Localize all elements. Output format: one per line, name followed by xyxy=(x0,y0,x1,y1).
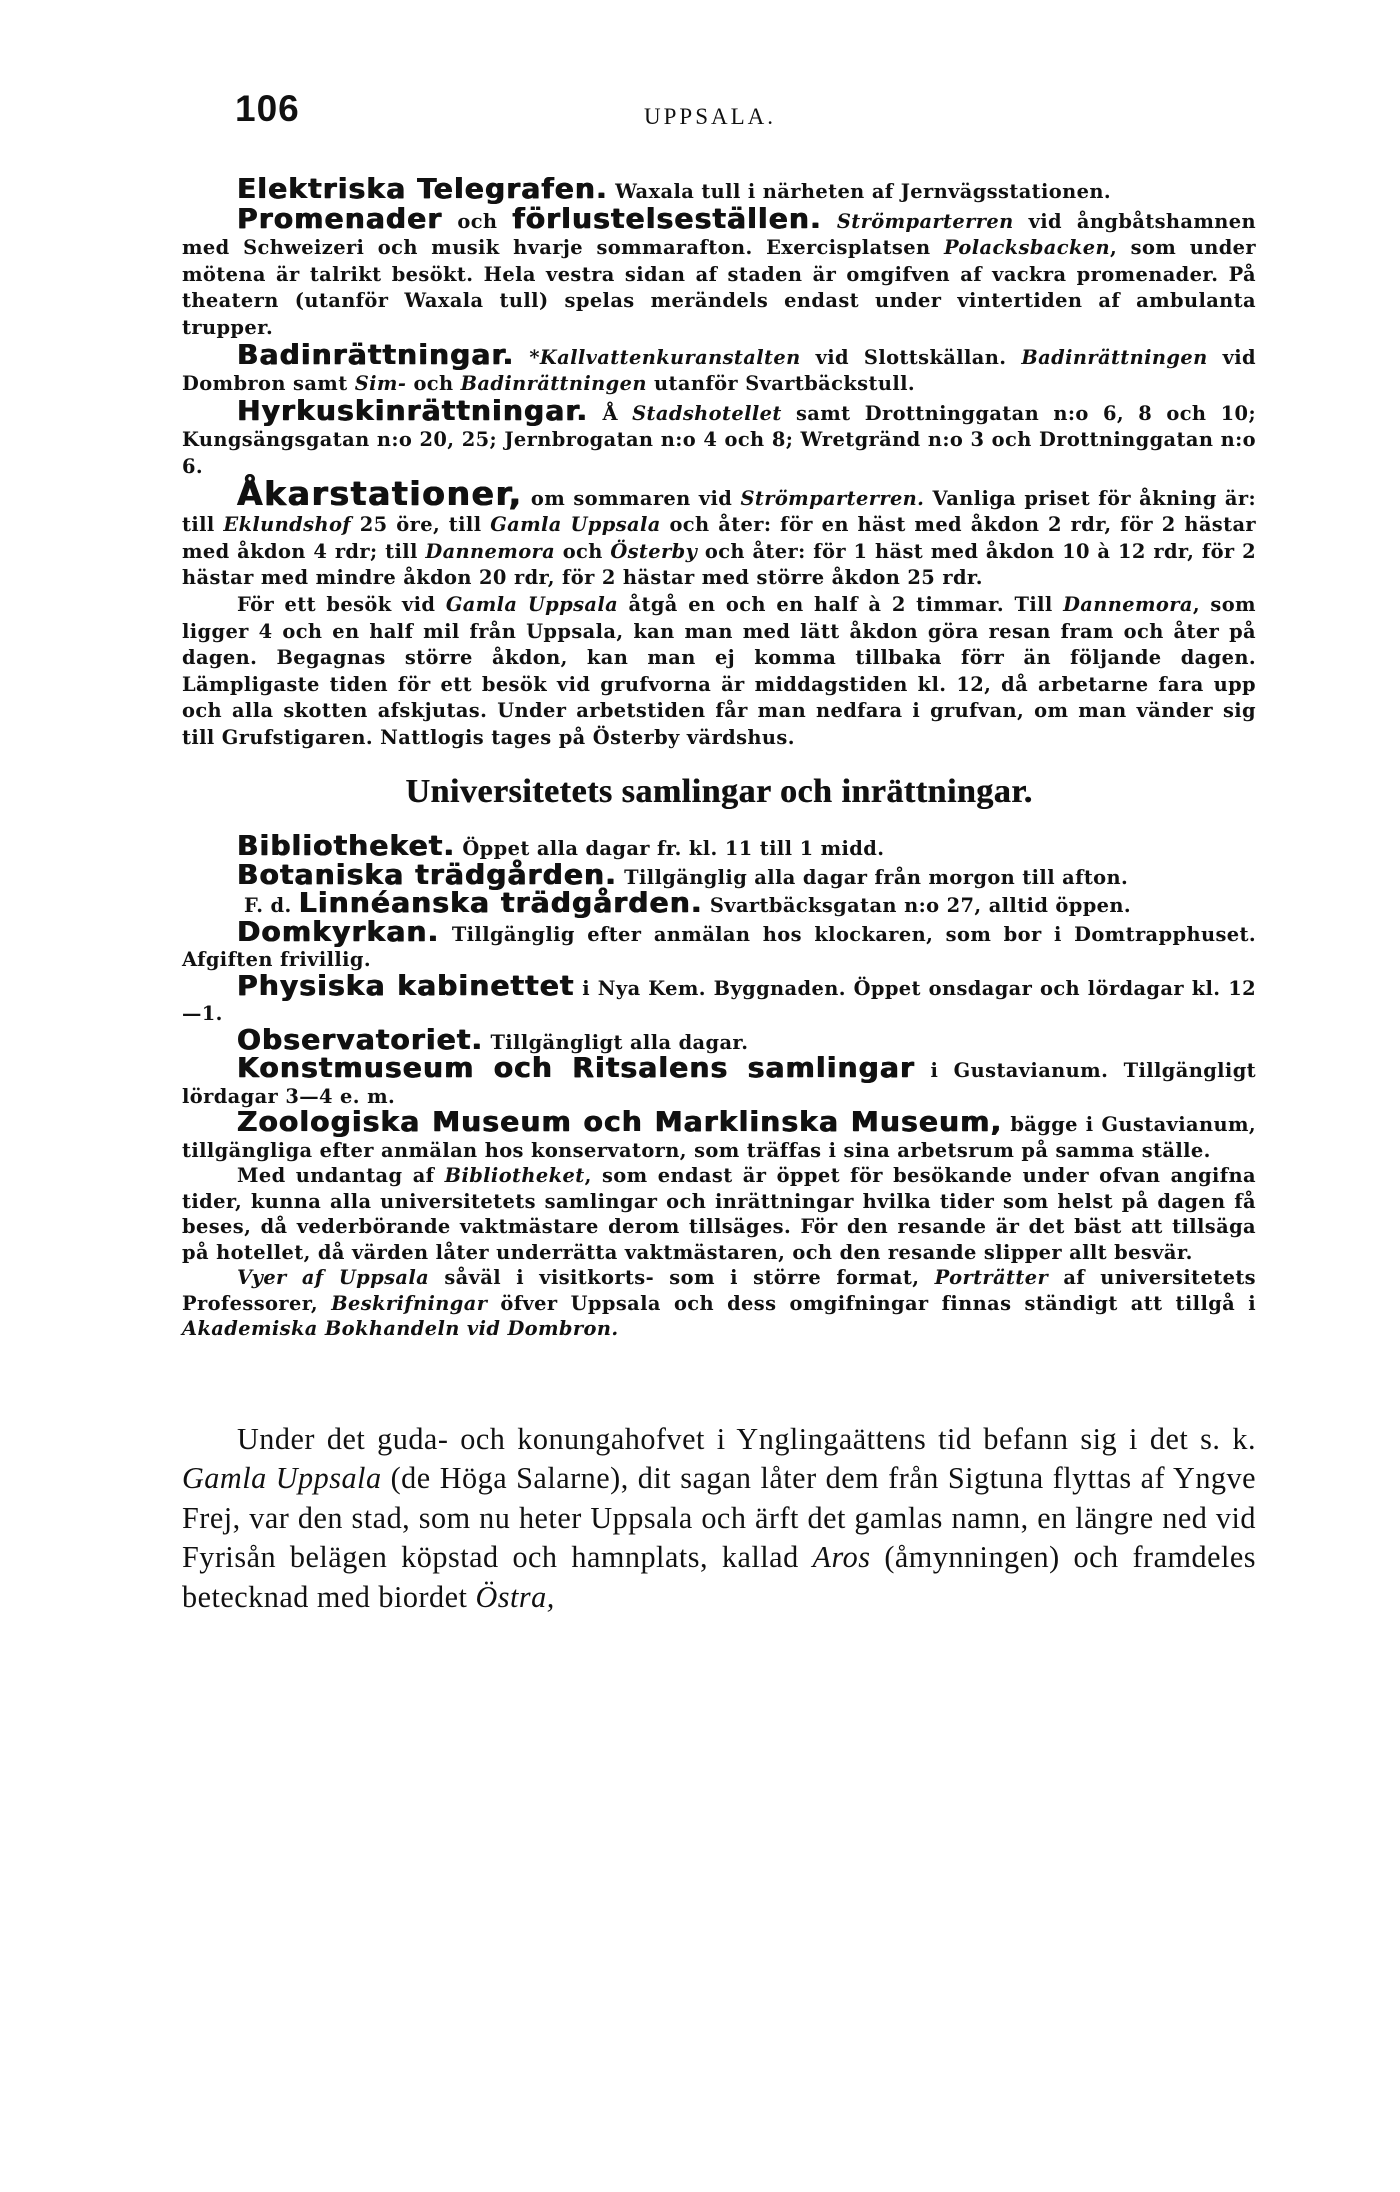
prose-text: Under det guda- och konungahofvet i Ynglingaättens tid befann sig i det s. k. xyxy=(237,1421,1256,1456)
entry-text: Öppet alla dagar fr. kl. 11 till 1 midd. xyxy=(462,837,885,861)
entry-text: F. d. xyxy=(244,894,292,918)
entry-italic: Stadshotellet xyxy=(632,401,782,425)
entry-heading: Promenader xyxy=(237,201,443,235)
entry-text: Tillgänglig alla dagar från morgon till afton. xyxy=(624,865,1129,889)
entry-text: utanför Svartbäckstull. xyxy=(654,372,916,396)
entry-cab-stations xyxy=(182,473,1257,592)
entry-text: Med undantag af xyxy=(237,1164,435,1188)
history-paragraph xyxy=(182,1420,1256,1618)
entry-text: * xyxy=(529,345,540,369)
entry-italic: Sim- xyxy=(354,372,407,396)
entry-heading: Åkarstationer, xyxy=(237,473,523,513)
entry-italic: Dannemora xyxy=(1063,592,1193,616)
entry-text: Waxala tull i närheten af Jernvägsstationen. xyxy=(615,180,1111,203)
entry-zoological-museum xyxy=(182,1105,1257,1163)
prose-italic: Östra, xyxy=(475,1579,555,1614)
entry-text: om sommaren vid xyxy=(530,486,733,510)
entry-text: , som endast är öppet för besökande under ofvan angifna tider, kunna alla universitetets samlingar och inrättningar hvilka tider som helst på dagen få beses, då vederbörande vaktmästare derom tillsäges. För den resande är det bäst att tillsäga på hotellet, då värden låter underrätta vaktmästaren, och den resande slipper allt besvär. xyxy=(182,1164,1257,1264)
entry-text: bägge i Gustavianum, tillgängliga efter anmälan hos konservatorn, som träffas i sina arbetsrum på samma ställe. xyxy=(182,1113,1257,1162)
entry-text: För ett besök vid xyxy=(237,592,436,616)
page-number: 106 xyxy=(235,88,300,129)
entry-heading: Konstmuseum och Ritsalens samlingar xyxy=(237,1051,916,1085)
entry-italic: Kallvattenkuranstalten xyxy=(539,345,801,369)
section-gap xyxy=(182,1342,1256,1420)
entry-text: vid Slottskällan. xyxy=(815,345,1007,369)
entry-heading: Physiska kabinettet xyxy=(237,968,575,1002)
entry-text: Tillgängligt alla dagar. xyxy=(490,1030,749,1054)
entry-carriages xyxy=(182,393,1257,481)
entry-cathedral xyxy=(182,914,1256,973)
entry-heading: Badinrättningar. xyxy=(237,337,515,371)
entry-italic: Österby xyxy=(610,539,698,563)
entry-visit-info xyxy=(182,592,1256,752)
entry-text: Svartbäcksgatan n:o 27, alltid öppen. xyxy=(709,894,1132,918)
entry-text: i Nya Kem. Byggnaden. Öppet onsdagar och lördagar kl. 12—1. xyxy=(182,976,1256,1026)
entry-text: och åter: för en häst med åkdon 2 rdr, för 2 hästar med åkdon 4 rdr; till xyxy=(182,513,1257,563)
prose-italic: Gamla Uppsala xyxy=(182,1461,382,1496)
entry-heading: Bibliotheket. xyxy=(237,829,456,863)
entry-italic: Beskrifningar xyxy=(331,1291,488,1315)
entry-text: , som ligger 4 och en half mil från Uppsala, kan man med lätt åkdon göra resan fram och åter på dagen. Begagnas större åkdon, kan man ej komma tillbaka förr än följande dagen. Lämpligaste tiden för ett besök vid grufvorna är middagstiden kl. 12, då arbetarne fara upp och alla skotten afskjutas. Under arbetstiden får man nedfara i grufvan, om man vänder sig till Grufstigaren. Nattlogis tages på Österby värdshus. xyxy=(182,592,1256,749)
entry-text: vid Dombron samt xyxy=(182,345,1256,396)
entry-text: Tillgänglig efter anmälan hos klockaren, som bor i Domtrapphuset. Afgiften frivillig. xyxy=(182,922,1256,972)
entry-italic: Gamla Uppsala xyxy=(445,592,619,616)
entry-text: Å xyxy=(602,401,618,425)
entry-text: i Gustavianum. Tillgängligt lördagar 3—4 e. m. xyxy=(182,1059,1257,1108)
entry-physics-cabinet xyxy=(182,968,1256,1027)
entry-text: såväl i visitkorts- som i större format, xyxy=(444,1266,920,1290)
entry-text: samt Drottninggatan n:o 6, 8 och 10; Kungsängsgatan n:o 20, 25; Jernbrogatan n:o 4 och 8; Wretgränd n:o 3 och Drottninggatan n:o 6. xyxy=(182,401,1257,478)
entry-italic: Eklundshof xyxy=(223,513,352,537)
entry-text: , som under mötena är talrikt besökt. Hela vestra sidan af staden är omgifven af vackra promenader. På theatern (utanför Waxala tull) spelas merändels endast under vintertiden af ambulanta trupper. xyxy=(182,236,1257,339)
section-title: Universitetets samlingar och inrättningar. xyxy=(405,773,1033,811)
entry-heading: Domkyrkan. xyxy=(237,914,440,948)
entry-text: af universitetets Professorer, xyxy=(182,1266,1256,1315)
prose-text: (de Höga Salarne), dit sagan låter dem från Sigtuna flyttas af Yngve Frej, var den stad, som nu heter Uppsala och ärft det gamlas namn, en längre ned vid Fyrisån belägen köpstad och hamnplats, kallad xyxy=(182,1461,1257,1575)
entry-views xyxy=(182,1265,1256,1342)
page-content xyxy=(182,172,1257,1617)
entry-italic: Vyer af Uppsala xyxy=(237,1266,430,1290)
entry-italic: Dannemora xyxy=(425,539,556,563)
entry-heading: Linnéanska trädgården. xyxy=(298,886,703,920)
page-header xyxy=(182,88,1256,148)
running-head: UPPSALA. xyxy=(644,104,777,129)
entry-text: åtgå en och en half à 2 timmar. Till xyxy=(628,592,1053,616)
entry-text: och åter: för 1 häst med åkdon 10 à 12 rdr, för 2 hästar med mindre åkdon 20 rdr, för 2 hästar med större åkdon 25 rdr. xyxy=(182,539,1256,590)
entry-italic: Strömparterren xyxy=(836,209,1014,233)
entry-italic: Badinrättningen xyxy=(1021,345,1208,369)
entry-heading: Observatoriet. xyxy=(237,1022,484,1056)
prose-italic: Aros xyxy=(812,1540,871,1575)
entry-italic: Bibliotheket xyxy=(444,1164,585,1188)
entry-art-museum xyxy=(182,1051,1257,1109)
entry-text: vid ångbåtshamnen med Schweizeri och musik hvarje sommarafton. Exercisplatsen xyxy=(182,209,1257,260)
entry-baths xyxy=(182,337,1256,398)
entry-italic: Badinrättningen xyxy=(460,372,647,396)
entry-heading: Elektriska Telegrafen. xyxy=(237,172,608,205)
entry-heading: Zoologiska Museum och Marklinska Museum, xyxy=(237,1105,1003,1139)
entry-text: Vanliga priset för åkning är: till xyxy=(182,486,1256,537)
entry-heading: Botaniska trädgården. xyxy=(237,857,617,891)
entry-heading: Hyrkuskinrättningar. xyxy=(237,393,589,427)
entry-text: och xyxy=(413,372,454,396)
entry-heading: förlustelseställen. xyxy=(512,201,822,235)
entry-text: och xyxy=(562,539,603,563)
entry-visiting-notes xyxy=(182,1163,1256,1265)
entry-text: och xyxy=(457,209,498,233)
entry-text: 25 öre, till xyxy=(359,513,482,537)
entry-italic: Polacksbacken xyxy=(943,236,1111,260)
entry-text: öfver Uppsala och dess omgifningar finnas ständigt att tillgå i xyxy=(500,1291,1257,1315)
prose-text: (åmynningen) och framdeles betecknad med biordet xyxy=(182,1540,1257,1614)
entry-italic: Gamla Uppsala xyxy=(490,513,661,537)
entry-italic: Akademiska Bokhandeln vid Dombron. xyxy=(182,1317,619,1341)
entry-promenades xyxy=(182,201,1257,342)
entry-italic: Porträtter xyxy=(934,1266,1049,1290)
entry-italic: Strömparterren. xyxy=(740,486,925,510)
